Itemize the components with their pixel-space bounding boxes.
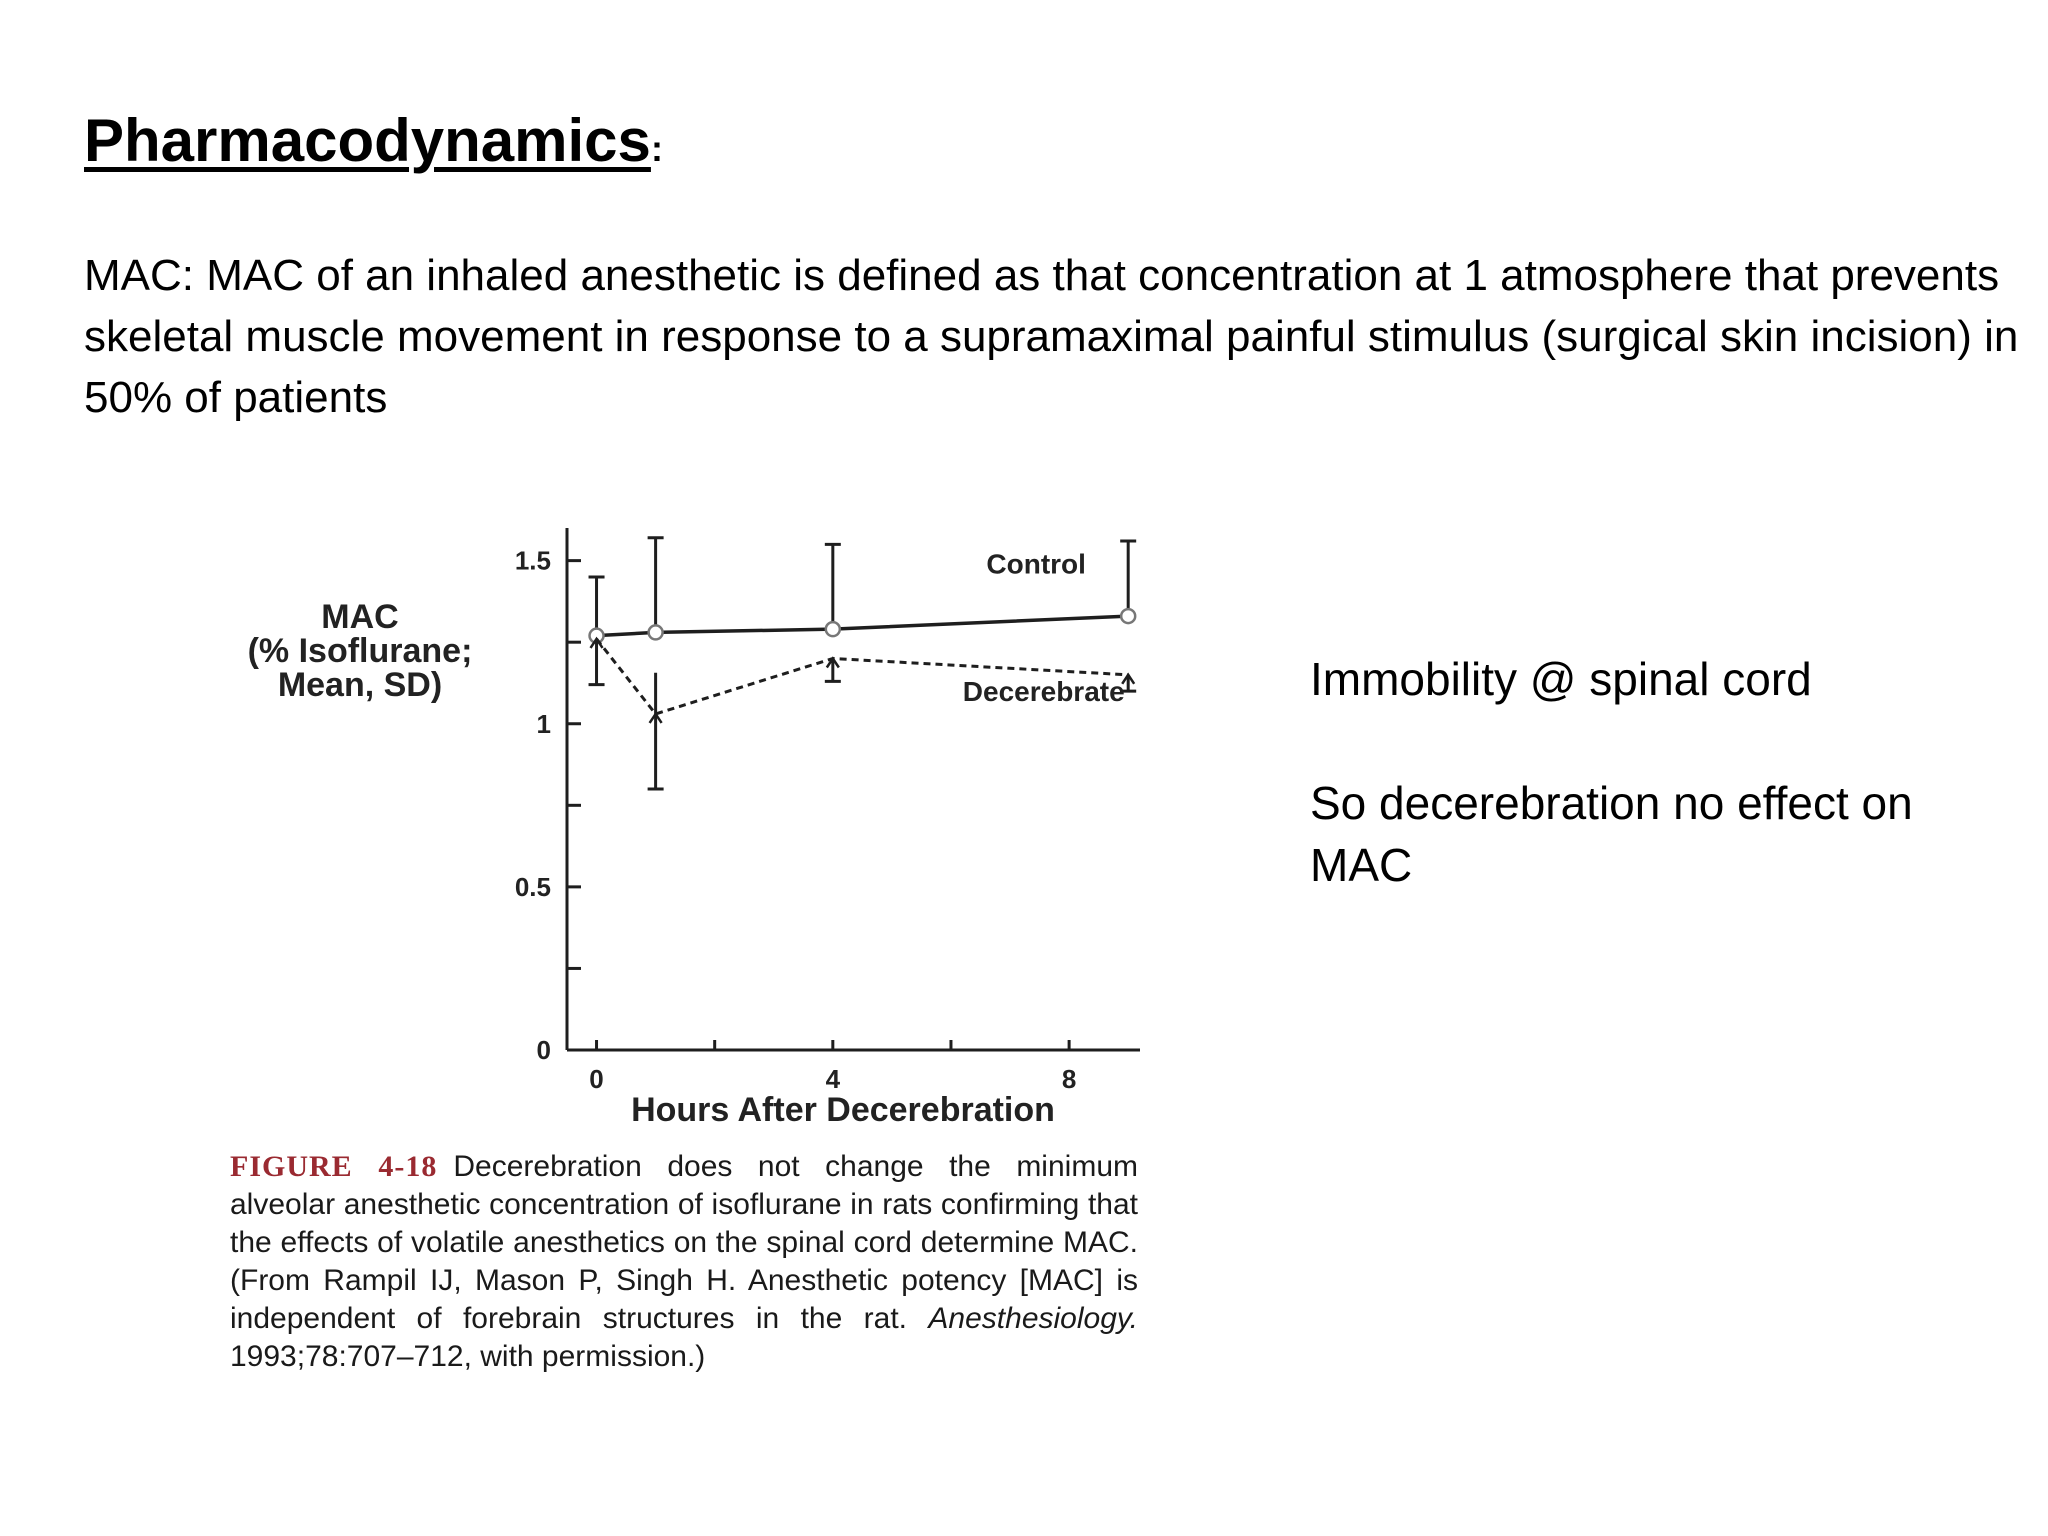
y-tick-label: 1 [536,708,551,739]
plot-axes [515,528,1140,1094]
x-tick-label: 8 [1061,1064,1077,1094]
control-point [1121,609,1135,623]
control-series-line [597,616,1129,636]
y-tick-label: 0 [536,1035,551,1065]
y-tick-label: 0.5 [514,871,551,902]
mac-chart [220,510,1160,1140]
slide-title [84,104,663,186]
y-label-line-3: Mean, SD) [277,666,443,704]
mac-definition: MAC: MAC of an inhaled anesthetic is defined as that concentration at 1 atmosphere that prevents skeletal muscle movement in response to a supramaximal painful stimulus (surgical skin incision) in 50% of patients [84,251,2019,422]
slide-notes [1310,648,2010,896]
figure-caption [230,1148,1138,1376]
slide-title-colon: : [650,128,663,169]
caption-text-a: Decerebration does not change the minimum alveolar anesthetic concentration of isoflurane in rats confirming that the effects of volatile anesthetics on the spinal cord determine MAC. (From Rampil IJ, Mason P, Singh H. Anesthetic potency [MAC] is independent of forebrain structures in the rat. [230,1150,1138,1335]
decerebrate-series-label: Decerebrate [962,675,1125,707]
caption-text-b: 1993;78:707–712, with permission.) [230,1340,706,1373]
x-axis-label: Hours After Decerebration [631,1091,1055,1129]
x-tick-label: 0 [589,1064,604,1094]
note-line-2: So decerebration no effect on MAC [1310,777,1913,891]
control-series-label: Control [986,548,1086,580]
note-line-1: Immobility @ spinal cord [1310,653,1812,705]
plot-series [589,538,1137,789]
caption-label: FIGURE 4-18 [230,1150,438,1183]
y-tick-label: 1.5 [514,545,551,576]
caption-journal: Anesthesiology. [928,1302,1138,1335]
control-point [826,622,840,636]
control-point [649,625,663,639]
slide-title-text: Pharmacodynamics [84,107,651,174]
y-label-line-1: MAC [321,598,399,636]
x-tick-label: 4 [825,1064,841,1094]
y-axis-label [248,598,473,704]
y-label-line-2: (% Isoflurane; [247,632,473,670]
